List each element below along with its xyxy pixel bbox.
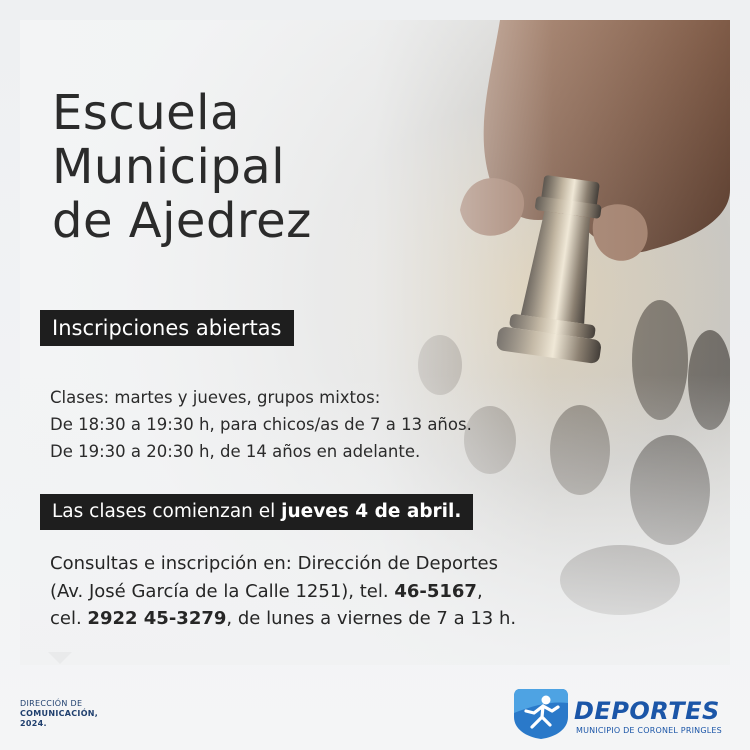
poster-card — [20, 20, 730, 665]
phone-number: 46-5167 — [394, 580, 477, 602]
contact-line-3 — [50, 605, 650, 633]
title-line-1: Escuela — [52, 85, 240, 141]
credit-line-2: COMUNICACIÓN, — [20, 709, 99, 718]
logo-wordmark: DEPORTES — [574, 697, 720, 725]
deportes-logo — [512, 683, 734, 743]
cell-prefix: cel. — [50, 608, 88, 629]
punctuation: , — [476, 580, 483, 602]
cell-number: 2922 45-3279 — [87, 608, 227, 629]
start-date: jueves 4 de abril. — [281, 501, 462, 522]
schedule-line: Clases: martes y jueves, grupos mixtos: — [50, 388, 381, 407]
contact-line-2 — [50, 578, 650, 606]
schedule-line: De 19:30 a 20:30 h, de 14 años en adelante. — [50, 442, 421, 461]
hours-text: , de lunes a viernes de 7 a 13 h. — [226, 608, 517, 629]
credit-line-3: 2024. — [20, 719, 47, 728]
schedule-text — [50, 384, 550, 465]
card-pointer — [48, 652, 72, 664]
contact-info — [50, 550, 650, 633]
title-line-2: Municipal — [52, 139, 286, 195]
page-title — [52, 86, 472, 248]
address-text: (Av. José García de la Calle 1251), tel. — [50, 580, 395, 602]
registration-banner: Inscripciones abiertas — [40, 310, 294, 346]
communication-credit — [20, 699, 98, 729]
start-prefix: Las clases comienzan el — [52, 501, 282, 522]
logo-subtitle: MUNICIPIO DE CORONEL PRINGLES — [576, 726, 722, 735]
start-date-banner — [40, 494, 473, 530]
title-line-3: de Ajedrez — [52, 193, 312, 249]
credit-line-1: DIRECCIÓN DE — [20, 699, 83, 708]
deportes-runner-emblem-icon — [512, 683, 570, 741]
schedule-line: De 18:30 a 19:30 h, para chicos/as de 7 a 13 años. — [50, 415, 472, 434]
contact-line-1: Consultas e inscripción en: Dirección de Deportes — [50, 553, 498, 574]
